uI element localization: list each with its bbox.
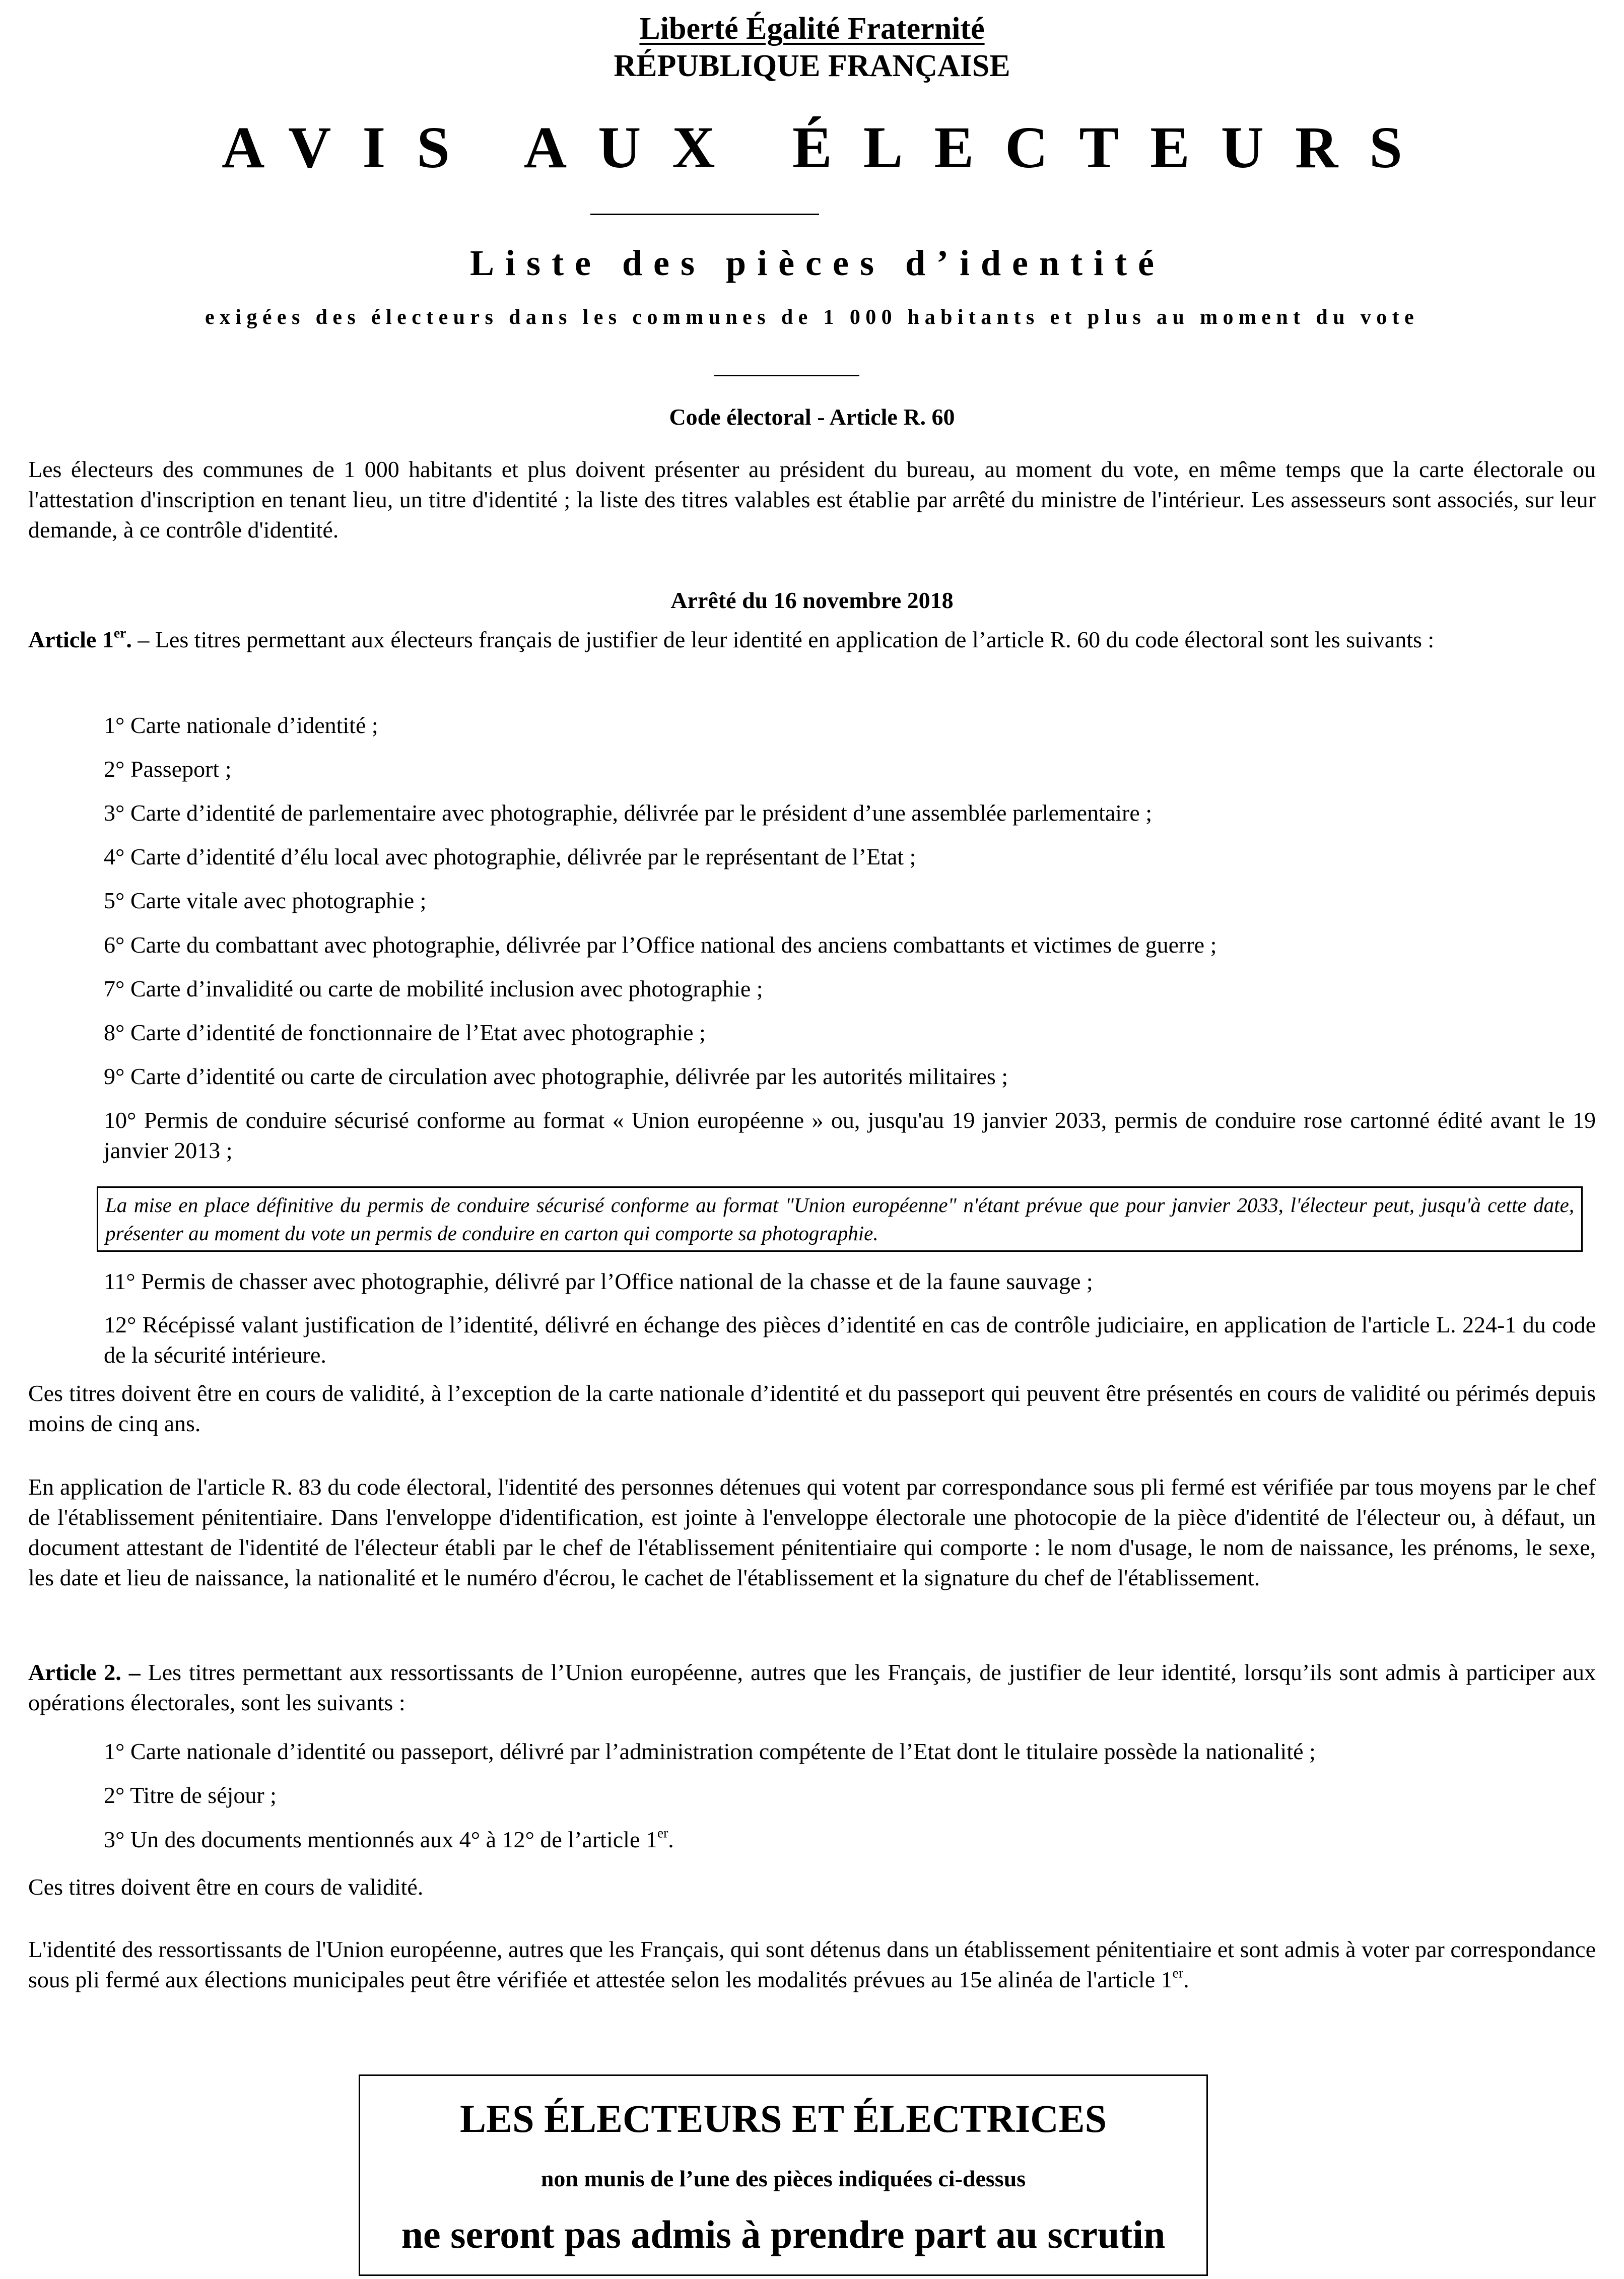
list-item: 6° Carte du combattant avec photographie, délivrée par l’Office national des anciens combattants et victimes de guerre ; — [104, 932, 1217, 958]
list-item: 2° Titre de séjour ; — [104, 1782, 277, 1808]
subtitle-divider — [714, 375, 859, 376]
code-article-heading: Code électoral - Article R. 60 — [669, 404, 955, 430]
list-item: 9° Carte d’identité ou carte de circulation avec photographie, délivrée par les autorités militaires ; — [104, 1063, 1008, 1089]
penitentiary-paragraph: En application de l'article R. 83 du code électoral, l'identité des personnes détenues qui votent par correspondance sous pli fermé est vérifiée par tous moyens par le chef de l'établissement pénitentiaire. Dans l'enveloppe d'identification, est jointe à l'enveloppe électorale une photocopie de la pièce d'identité de l'électeur ou, à défaut, un document attestant de l'identité de l'électeur établi par le chef de l'établissement pénitentiaire qui comporte : le nom d'usage, le nom de naissance, les prénoms, le sexe, les date et lieu de naissance, la nationalité et le numéro d'écrou, le cachet de l'établissement et la signature du chef de l'établissement. — [28, 1474, 1596, 1590]
article-1-validity: Ces titres doivent être en cours de validité, à l’exception de la carte nationale d’identité et du passeport qui peuvent être présentés en cours de validité ou périmés depuis moins de cinq ans. — [28, 1380, 1596, 1436]
list-item: 3° Un des documents mentionnés aux 4° à 12° de l’article 1er. — [104, 1825, 674, 1852]
warning-line-2: non munis de l’une des pièces indiquées ci-dessus — [540, 2166, 1026, 2191]
list-item: 4° Carte d’identité d’élu local avec photographie, délivrée par le représentant de l’Etat ; — [104, 844, 916, 869]
list-item: 11° Permis de chasser avec photographie, délivré par l’Office national de la chasse et de la faune sauvage ; — [104, 1268, 1093, 1294]
list-item: 7° Carte d’invalidité ou carte de mobilité inclusion avec photographie ; — [104, 976, 763, 1001]
list-item: 2° Passeport ; — [104, 756, 232, 782]
list-item: 5° Carte vitale avec photographie ; — [104, 888, 427, 913]
list-item: 1° Carte nationale d’identité ou passeport, délivré par l’administration compétente de l’Etat dont le titulaire possède la nationalité ; — [104, 1738, 1316, 1764]
warning-line-1: LES ÉLECTEURS ET ÉLECTRICES — [460, 2097, 1107, 2140]
list-item: 12° Récépissé valant justification de l’identité, délivré en échange des pièces d’identité en cas de contrôle judiciaire, en application de l'article L. 224-1 du code de la sécurité intérieure. — [104, 1312, 1596, 1368]
article-1-intro: Article 1er. – Les titres permettant aux électeurs français de justifier de leur identité en application de l’article R. 60 du code électoral sont les suivants : — [28, 625, 1435, 652]
republic-name: RÉPUBLIQUE FRANÇAISE — [614, 49, 1010, 83]
article-2-label: Article 2. – — [28, 1659, 141, 1685]
republic-motto: Liberté Égalité Fraternité — [639, 12, 985, 46]
driving-licence-note: La mise en place définitive du permis de conduire sécurisé conforme au format "Union européenne" n'étant prévue que pour janvier 2033, l'électeur peut, jusqu'à cette date, présenter au moment du vote un permis de conduire en carton qui comporte sa photographie. — [97, 1186, 1583, 1252]
article-2-validity: Ces titres doivent être en cours de validité. — [28, 1874, 424, 1900]
page-title: AVIS AUX ÉLECTEURS — [222, 114, 1434, 180]
article-1-label: Article 1er. — [28, 625, 132, 652]
warning-box — [359, 2074, 1208, 2276]
list-item: 8° Carte d’identité de fonctionnaire de l’Etat avec photographie ; — [104, 1020, 706, 1045]
list-item: 10° Permis de conduire sécurisé conforme au format « Union européenne » ou, jusqu'au 19 janvier 2033, permis de conduire rose cartonné édité avant le 19 janvier 2013 ; — [104, 1107, 1596, 1163]
arrete-heading: Arrêté du 16 novembre 2018 — [670, 587, 954, 613]
page-subsubtitle: exigées des électeurs dans les communes de 1 000 habitants et plus au moment du vote — [205, 306, 1419, 329]
list-item: 1° Carte nationale d’identité ; — [104, 712, 378, 738]
article-2-intro: Article 2. – Les titres permettant aux ressortissants de l’Union européenne, autres que les Français, de justifier de leur identité, lorsqu’ils sont admis à participer aux opérations électorales, sont les suivants : — [28, 1659, 1596, 1715]
ue-detainees-paragraph: L'identité des ressortissants de l'Union européenne, autres que les Français, qui sont détenus dans un établissement pénitentiaire et sont admis à voter par correspondance sous pli fermé aux élections municipales peut être vérifiée et attestée selon les modalités prévues au 15e alinéa de l'article 1er. — [28, 1936, 1596, 1992]
title-divider — [590, 214, 819, 215]
warning-line-3: ne seront pas admis à prendre part au scrutin — [401, 2213, 1166, 2256]
code-article-text: Les électeurs des communes de 1 000 habitants et plus doivent présenter au président du bureau, au moment du vote, en même temps que la carte électorale ou l'attestation d'inscription en tenant lieu, un titre d'identité ; la liste des titres valables est établie par arrêté du ministre de l'intérieur. Les assesseurs sont associés, sur leur demande, à ce contrôle d'identité. — [28, 456, 1596, 543]
list-item: 3° Carte d’identité de parlementaire avec photographie, délivrée par le président d’une assemblée parlementaire ; — [104, 800, 1153, 826]
page-subtitle: Liste des pièces d’identité — [470, 243, 1165, 283]
